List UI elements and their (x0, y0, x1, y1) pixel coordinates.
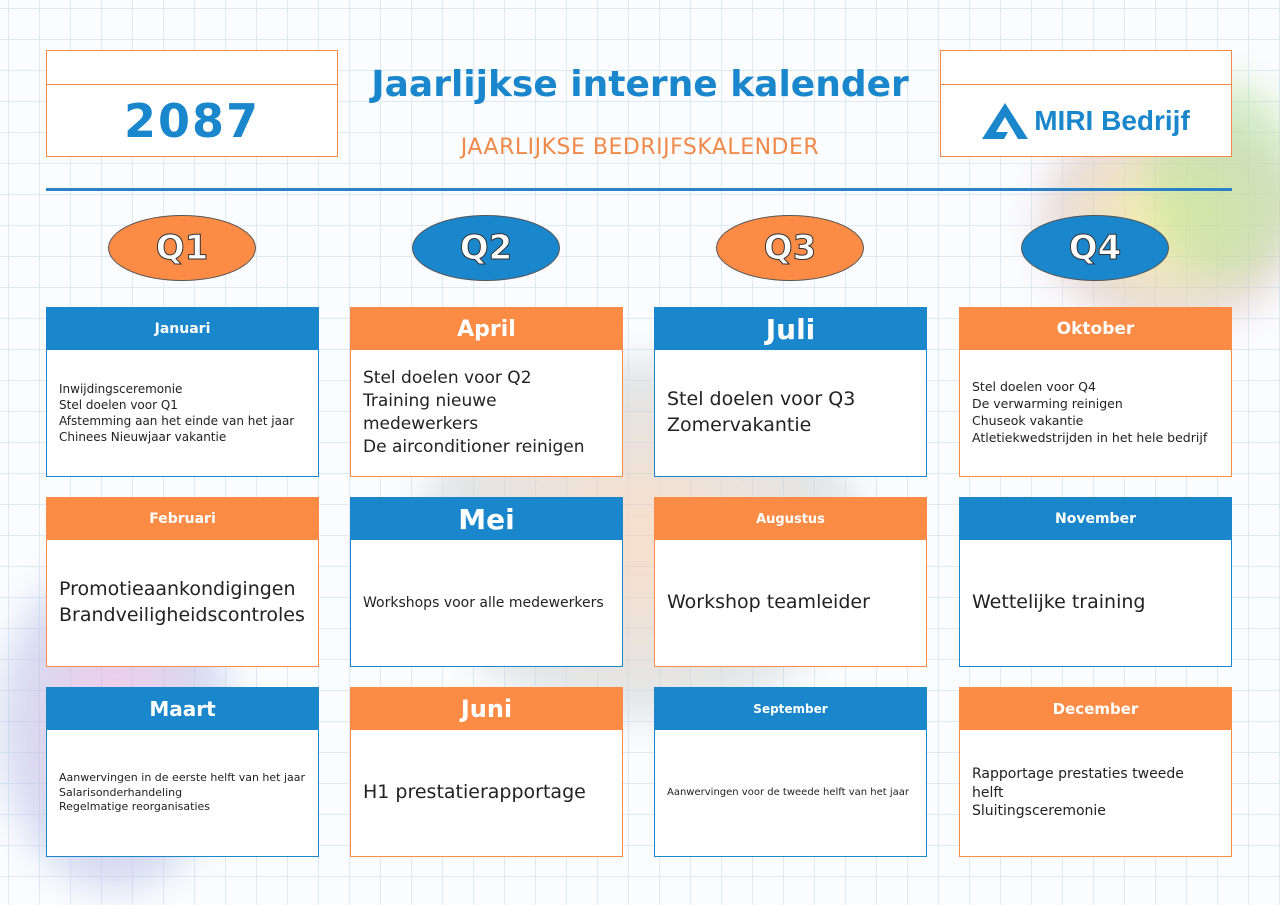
event-item: Sluitingsceremonie (972, 803, 1106, 820)
event-item: De airconditioner reinigen (363, 436, 585, 457)
year-box (46, 50, 338, 157)
month-card-augustus (654, 497, 927, 667)
event-list (655, 540, 926, 666)
event-item: Zomervakantie (667, 414, 812, 436)
event-item: Chinees Nieuwjaar vakantie (59, 430, 227, 445)
event-item: Stel doelen voor Q3 (667, 388, 856, 411)
quarter-label-q3: Q3 (716, 215, 864, 281)
month-card-oktober (959, 307, 1232, 477)
event-item: Workshop teamleider (667, 591, 870, 614)
event-item: De verwarming reinigen (972, 396, 1123, 412)
month-name: Oktober (960, 308, 1231, 350)
event-list (960, 730, 1231, 856)
month-name: Mei (351, 498, 622, 540)
header-divider (46, 188, 1232, 191)
event-item: Regelmatige reorganisaties (59, 800, 210, 814)
event-item: Chuseok vakantie (972, 413, 1084, 428)
event-item: Workshops voor alle medewerkers (363, 594, 604, 611)
month-name: December (960, 688, 1231, 730)
page-title: Jaarlijkse interne kalender (371, 64, 909, 105)
month-card-maart (46, 687, 319, 857)
year: 2087 (123, 93, 261, 148)
event-list (47, 730, 318, 856)
page-subtitle: JAARLIJKSE BEDRIJFSKALENDER (460, 135, 820, 160)
event-item: Stel doelen voor Q1 (59, 397, 178, 412)
month-name: Januari (47, 308, 318, 350)
event-item: Brandveiligheidscontroles (59, 604, 305, 626)
event-list (655, 730, 926, 856)
event-list (351, 540, 622, 666)
month-name: Juli (655, 308, 926, 350)
month-name: Februari (47, 498, 318, 540)
event-list (351, 730, 622, 856)
quarter-label-q1: Q1 (108, 215, 256, 281)
event-item: Stel doelen voor Q2 (363, 368, 532, 389)
month-card-juni (350, 687, 623, 857)
event-list (47, 540, 318, 666)
company-logo (982, 103, 1190, 139)
company-name: MIRI Bedrijf (1034, 104, 1190, 136)
event-item: Aanwervingen in de eerste helft van het jaar (59, 770, 306, 784)
month-name: April (351, 308, 622, 350)
month-card-juli (654, 307, 927, 477)
month-card-februari (46, 497, 319, 667)
event-item: Afstemming aan het einde van het jaar (59, 414, 295, 428)
event-item: Promotieaankondigingen (59, 578, 296, 601)
month-card-november (959, 497, 1232, 667)
event-item: Inwijdingsceremonie (59, 381, 183, 396)
event-item: Wettelijke training (972, 591, 1146, 614)
event-item: Aanwervingen voor de tweede helft van het jaar (667, 787, 910, 799)
month-name: November (960, 498, 1231, 540)
month-card-september (654, 687, 927, 857)
event-list (960, 540, 1231, 666)
month-name: Maart (47, 688, 318, 730)
triangle-logo-icon (982, 103, 1028, 139)
month-name: September (655, 688, 926, 730)
month-card-april (350, 307, 623, 477)
event-item: Salarisonderhandeling (59, 785, 183, 799)
month-card-december (959, 687, 1232, 857)
event-item: Stel doelen voor Q4 (972, 379, 1096, 395)
event-item: H1 prestatierapportage (363, 781, 586, 804)
month-card-mei (350, 497, 623, 667)
month-card-januari (46, 307, 319, 477)
event-list (351, 350, 622, 476)
logo-box (940, 50, 1232, 157)
event-list (960, 350, 1231, 476)
month-name: Juni (351, 688, 622, 730)
event-list (47, 350, 318, 476)
quarter-label-q4: Q4 (1021, 215, 1169, 281)
event-item: Atletiekwedstrijden in het hele bedrijf (972, 429, 1208, 445)
event-item: Training nieuwe medewerkers (363, 391, 497, 434)
quarter-label-q2: Q2 (412, 215, 560, 281)
event-list (655, 350, 926, 476)
month-name: Augustus (655, 498, 926, 540)
event-item: Rapportage prestaties tweede helft (972, 765, 1184, 801)
